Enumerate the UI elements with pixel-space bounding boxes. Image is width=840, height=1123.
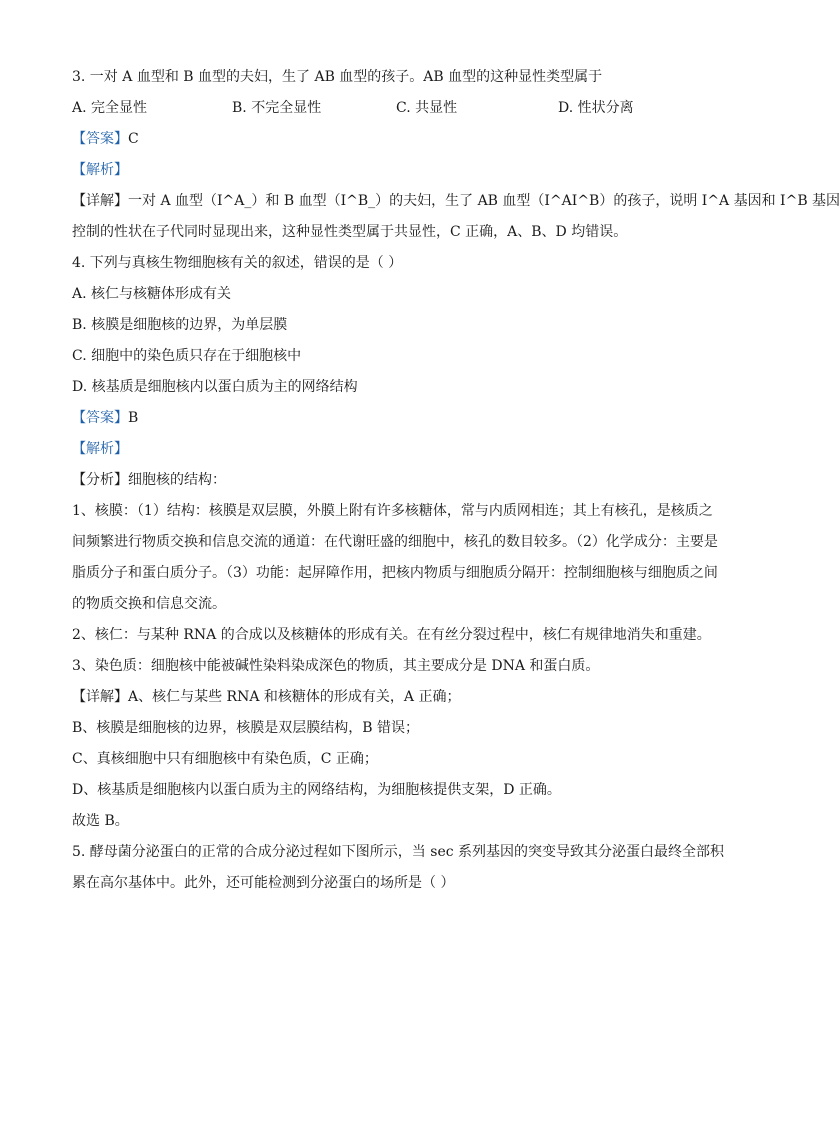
q3-stem: 3. 一对 A 血型和 B 血型的夫妇，生了 AB 血型的孩子。AB 血型的这种显性类型属于	[72, 69, 603, 85]
q4-point1-line4: 的物质交换和信息交流。	[72, 596, 226, 612]
q4-option-b: B. 核膜是细胞核的边界，为单层膜	[72, 317, 288, 333]
q5-stem-line1: 5. 酵母菌分泌蛋白的正常的合成分泌过程如下图所示，当 sec 系列基因的突变导致其分泌蛋白最终全部积	[72, 844, 725, 860]
q3-answer	[72, 124, 724, 155]
q3-option-a: A. 完全显性	[72, 100, 148, 116]
q4-detail-d: D、核基质是细胞核内以蛋白质为主的网络结构，为细胞核提供支架，D 正确。	[72, 782, 561, 798]
q4-analysis-head-text: 细胞核的结构：	[128, 472, 226, 488]
q4-point1-line3: 脂质分子和蛋白质分子。（3）功能：起屏障作用，把核内物质与细胞质分隔开：控制细胞核与细胞质之间	[72, 565, 718, 581]
q4-detail-c: C、真核细胞中只有细胞核中有染色质，C 正确；	[72, 751, 378, 767]
q4-analysis-head	[72, 465, 724, 496]
q3-option-b: B. 不完全显性	[232, 100, 322, 116]
q4-point2: 2、核仁：与某种 RNA 的合成以及核糖体的形成有关。在有丝分裂过程中，核仁有规律地消失和重建。	[72, 627, 711, 643]
q4-point1-line2: 间频繁进行物质交换和信息交流的通道：在代谢旺盛的细胞中，核孔的数目较多。（2）化学成分：主要是	[72, 534, 718, 550]
q4-answer	[72, 403, 724, 434]
q3-detail-line2: 控制的性状在子代同时显现出来，这种显性类型属于共显性，C 正确，A、B、D 均错误。	[72, 224, 628, 240]
q4-option-d: D. 核基质是细胞核内以蛋白质为主的网络结构	[72, 379, 358, 395]
q3-detail-tag: 【详解】	[72, 193, 128, 209]
q4-conclusion: 故选 B。	[72, 813, 129, 829]
q4-detail-b: B、核膜是细胞核的边界，核膜是双层膜结构，B 错误；	[72, 720, 420, 736]
q4-answer-value: B	[128, 410, 139, 426]
q4-option-c: C. 细胞中的染色质只存在于细胞核中	[72, 348, 302, 364]
q4-point3: 3、染色质：细胞核中能被碱性染料染成深色的物质，其主要成分是 DNA 和蛋白质。	[72, 658, 600, 674]
q4-answer-tag: 【答案】	[72, 410, 128, 426]
q4-analysis-tag: 【解析】	[72, 441, 128, 457]
q4-detail-a-line	[72, 682, 724, 713]
q3-answer-value: C	[128, 131, 139, 147]
q4-detail-a: A、核仁与某些 RNA 和核糖体的形成有关，A 正确；	[128, 689, 461, 705]
q4-point1-line1: 1、核膜：（1）结构：核膜是双层膜，外膜上附有许多核糖体，常与内质网相连；其上有核孔，是核质之	[72, 503, 713, 519]
q4-stem: 4. 下列与真核生物细胞核有关的叙述，错误的是（ ）	[72, 255, 403, 271]
q4-option-a: A. 核仁与核糖体形成有关	[72, 286, 232, 302]
q3-answer-tag: 【答案】	[72, 131, 128, 147]
q3-analysis-heading	[72, 155, 724, 186]
q3-option-c: C. 共显性	[396, 100, 458, 116]
q3-detail-text1: 一对 A 血型（I^A_）和 B 血型（I^B_）的夫妇，生了 AB 血型（I^AI^B）的孩子，说明 I^A 基因和 I^B 基因	[128, 193, 840, 209]
q3-options	[72, 93, 724, 124]
q3-option-d: D. 性状分离	[558, 100, 634, 116]
q3-detail-line1	[72, 186, 840, 217]
document-page	[72, 62, 840, 899]
q3-analysis-tag: 【解析】	[72, 162, 128, 178]
q4-analysis-head-tag: 【分析】	[72, 472, 128, 488]
q4-analysis-heading	[72, 434, 724, 465]
q5-stem-line2: 累在高尔基体中。此外，还可能检测到分泌蛋白的场所是（ ）	[72, 875, 455, 891]
q4-detail-tag: 【详解】	[72, 689, 128, 705]
